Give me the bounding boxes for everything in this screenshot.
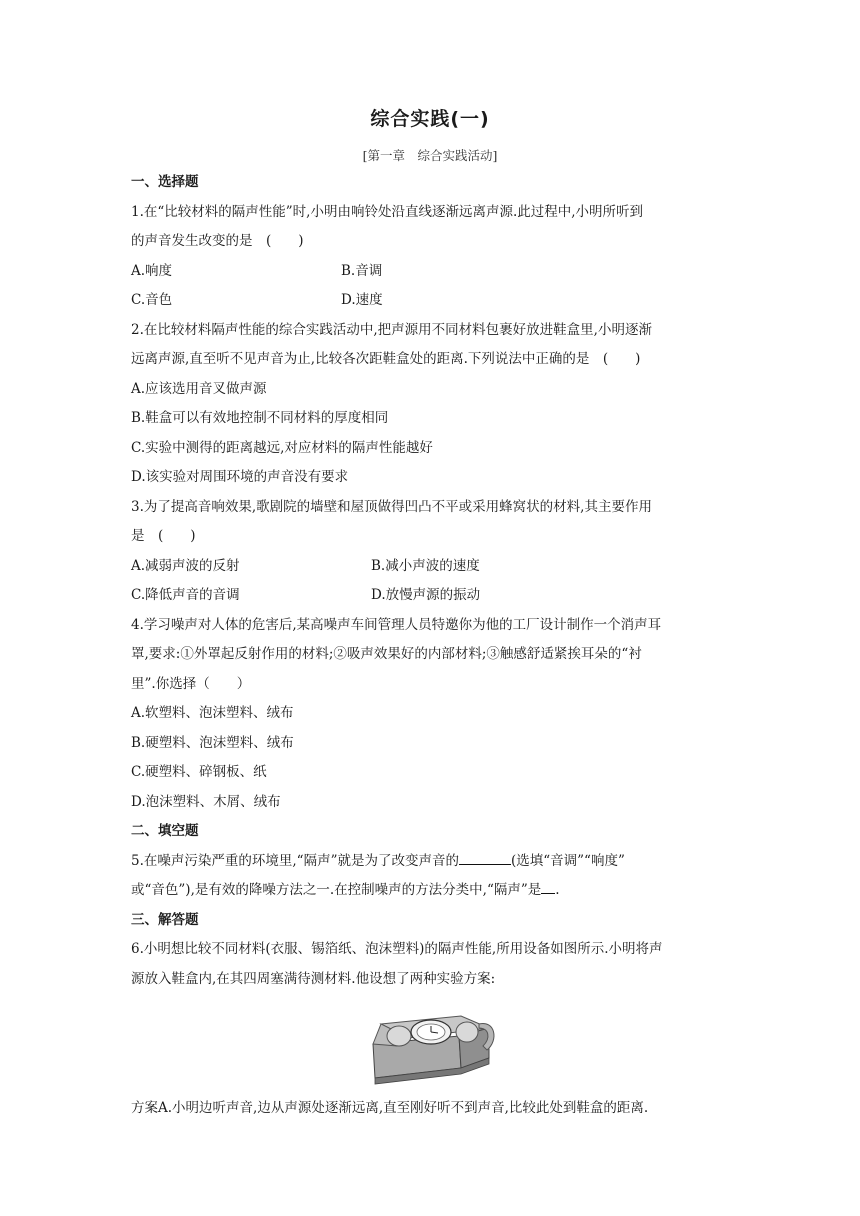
section-heading-choice: 一、选择题 [131, 174, 199, 190]
question-text-part: (选填“音调”“响度” [510, 852, 625, 869]
option-b: B.鞋盒可以有效地控制不同材料的厚度相同 [131, 410, 389, 426]
worksheet-content [131, 168, 731, 1124]
option-c: C.硬塑料、碎钢板、纸 [131, 764, 267, 780]
question-text: 3.为了提高音响效果,歌剧院的墙壁和屋顶做得凹凸不平或采用蜂窝状的材料,其主要作用 [131, 498, 652, 515]
question-text: 里”.你选择（ ） [131, 675, 251, 692]
question-text [131, 847, 731, 877]
question-text: 的声音发生改变的是 ( ) [131, 233, 304, 249]
section-heading-fill: 二、填空题 [131, 823, 199, 839]
option-row [131, 552, 731, 582]
option-a: A.响度 [131, 262, 173, 279]
question-1 [131, 198, 731, 316]
question-text [131, 876, 731, 906]
option-a: A.软塑料、泡沫塑料、绒布 [131, 705, 294, 721]
option-row [131, 581, 731, 611]
option-d: D.泡沫塑料、木屑、绒布 [131, 793, 281, 810]
plan-a-text: 方案A.小明边听声音,边从声源处逐渐远离,直至刚好听不到声音,比较此处到鞋盒的距离. [131, 1100, 649, 1116]
question-text: 源放入鞋盒内,在其四周塞满待测材料.他设想了两种实验方案: [131, 970, 496, 987]
option-d: D.速度 [341, 292, 383, 308]
question-2 [131, 316, 731, 493]
question-5 [131, 847, 731, 906]
question-text-part: 5.在噪声污染严重的环境里,“隔声”就是为了改变声音的 [131, 852, 459, 869]
shoebox-with-clock-illustration [361, 1006, 501, 1086]
question-text: 2.在比较材料隔声性能的综合实践活动中,把声源用不同材料包裹好放进鞋盒里,小明逐渐 [131, 321, 652, 338]
option-c: C.降低声音的音调 [131, 587, 240, 603]
question-text-part: . [555, 882, 560, 898]
option-a: A.减弱声波的反射 [131, 557, 240, 574]
question-text: 6.小明想比较不同材料(衣服、锡箔纸、泡沫塑料)的隔声性能,所用设备如图所示.小明将声 [131, 941, 663, 957]
option-row [131, 257, 731, 287]
option-d: D.该实验对周围环境的声音没有要求 [131, 469, 349, 485]
question-text-part: 或“音色”),是有效的降噪方法之一.在控制噪声的方法分类中,“隔声”是 [131, 882, 542, 898]
shoebox-figure [131, 1006, 731, 1088]
question-3 [131, 493, 731, 611]
option-c: C.实验中测得的距离越远,对应材料的隔声性能越好 [131, 439, 433, 456]
question-text: 是 ( ) [131, 528, 196, 544]
page-title: 综合实践(一) [370, 108, 490, 130]
option-row [131, 286, 731, 316]
chapter-subtitle: [第一章 综合实践活动] [362, 148, 498, 163]
question-text: 远离声源,直至听不见声音为止,比较各次距鞋盒处的距离.下列说法中正确的是 ( ) [131, 351, 641, 367]
question-text: 1.在“比较材料的隔声性能”时,小明由响铃处沿直线逐渐远离声源.此过程中,小明所听到 [131, 203, 644, 220]
option-c: C.音色 [131, 292, 173, 308]
answer-blank[interactable] [459, 850, 511, 865]
question-6 [131, 935, 731, 1124]
answer-blank[interactable] [541, 879, 555, 894]
question-4 [131, 611, 731, 818]
section-heading-answer: 三、解答题 [131, 911, 199, 928]
question-text: 4.学习噪声对人体的危害后,某高噪声车间管理人员特邀你为他的工厂设计制作一个消声耳 [131, 616, 662, 633]
option-b: B.硬塑料、泡沫塑料、绒布 [131, 734, 294, 751]
question-text: 罩,要求:①外罩起反射作用的材料;②吸声效果好的内部材料;③触感舒适紧挨耳朵的“衬 [131, 646, 642, 662]
option-a: A.应该选用音叉做声源 [131, 380, 267, 397]
option-d: D.放慢声源的振动 [371, 587, 481, 603]
option-b: B.音调 [341, 262, 383, 279]
option-b: B.减小声波的速度 [371, 557, 480, 574]
